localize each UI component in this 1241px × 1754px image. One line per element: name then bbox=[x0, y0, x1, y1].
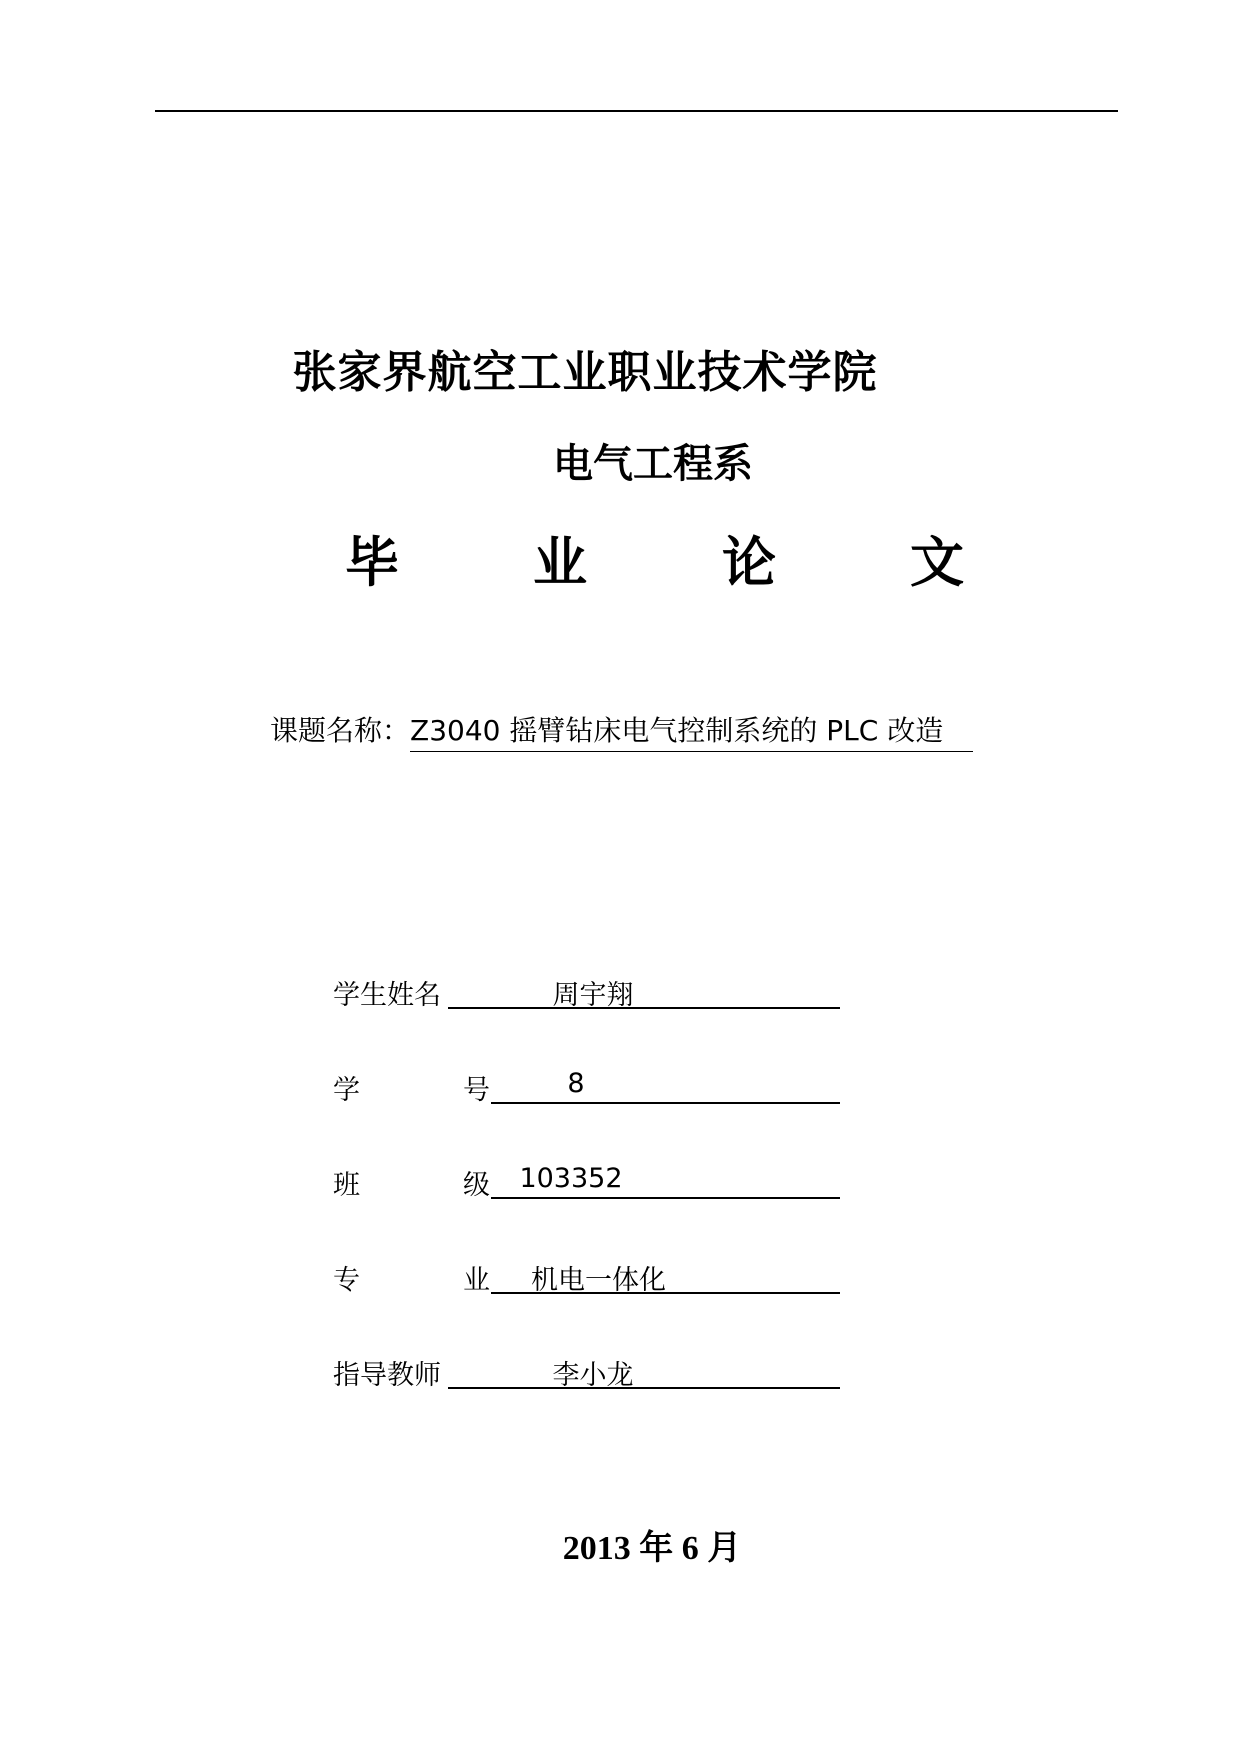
department-name: 电气工程系 bbox=[553, 440, 753, 487]
top-rule bbox=[155, 110, 1118, 112]
thesis-title bbox=[0, 520, 1241, 594]
school-name: 张家界航空工业职业技术学院 bbox=[292, 347, 878, 398]
thesis-char-3: 论 bbox=[722, 530, 776, 594]
student-id-value: 8 bbox=[567, 1068, 585, 1099]
student-id-underline bbox=[491, 1102, 840, 1104]
class-value: 103352 bbox=[519, 1163, 623, 1194]
thesis-char-4: 文 bbox=[910, 530, 964, 594]
student-name-value: 周宇翔 bbox=[552, 980, 634, 1011]
advisor-value: 李小龙 bbox=[552, 1360, 634, 1391]
student-name-label: 学生姓名 bbox=[333, 980, 441, 1011]
date: 2013 年 6 月 bbox=[562, 1530, 742, 1567]
major-value: 机电一体化 bbox=[531, 1265, 666, 1296]
thesis-char-1: 毕 bbox=[345, 530, 399, 594]
advisor-label: 指导教师 bbox=[333, 1360, 441, 1391]
topic-row bbox=[270, 709, 973, 752]
class-label-a: 班 bbox=[333, 1170, 360, 1201]
class-label-b: 级 bbox=[463, 1170, 490, 1201]
student-id-label-b: 号 bbox=[463, 1075, 490, 1106]
thesis-char-2: 业 bbox=[533, 530, 587, 594]
topic-value: Z3040 摇臂钻床电气控制系统的 PLC 改造 bbox=[410, 709, 973, 752]
topic-label: 课题名称： bbox=[270, 714, 411, 747]
major-label-b: 业 bbox=[463, 1265, 490, 1296]
student-id-label-a: 学 bbox=[333, 1075, 360, 1106]
major-label-a: 专 bbox=[333, 1265, 360, 1296]
class-underline bbox=[491, 1197, 840, 1199]
